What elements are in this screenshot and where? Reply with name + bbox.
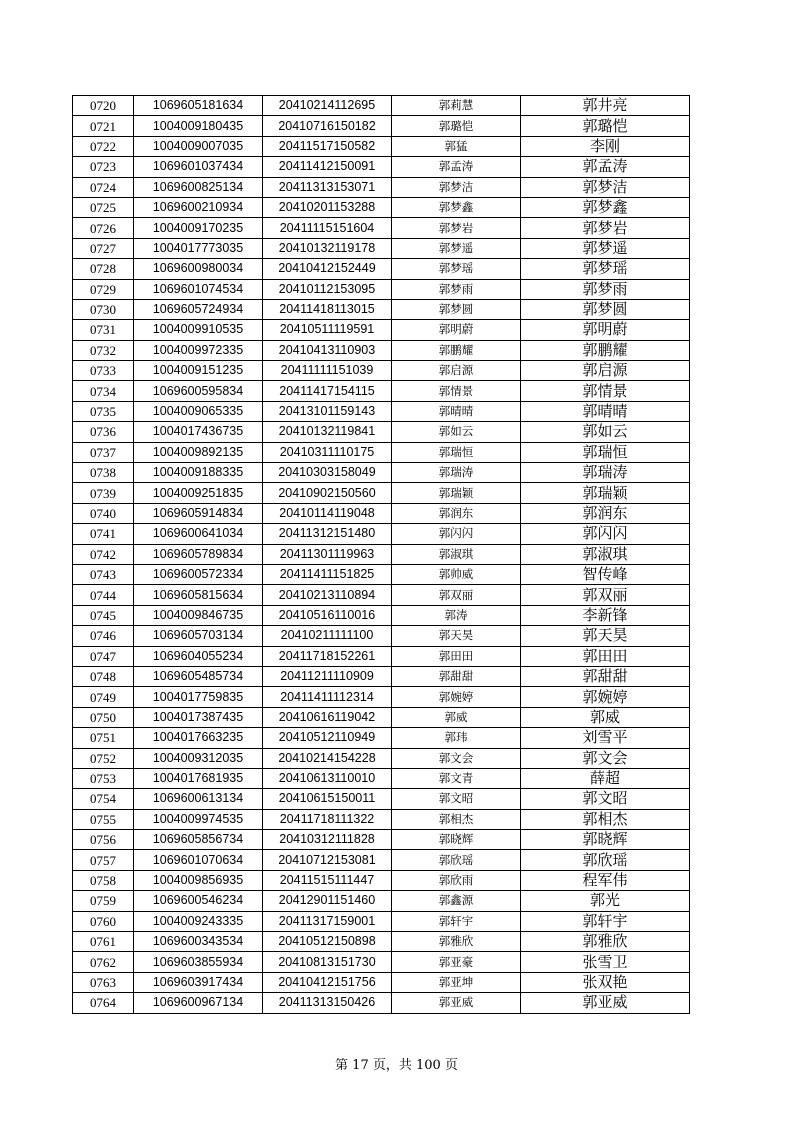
ticket-id-cell: 20410512110949	[263, 728, 392, 748]
exam-id-cell: 1004009892135	[134, 442, 263, 462]
seq-cell: 0757	[73, 850, 134, 870]
seq-cell: 0750	[73, 707, 134, 727]
ticket-id-cell: 20411412150091	[263, 157, 392, 177]
name-cell: 郭欣雨	[392, 870, 521, 890]
seq-cell: 0729	[73, 279, 134, 299]
table-row	[73, 544, 690, 564]
exam-id-cell: 1069600572334	[134, 564, 263, 584]
exam-id-cell: 1069605914834	[134, 503, 263, 523]
ticket-id-cell: 20410613110010	[263, 768, 392, 788]
signature-cell: 郭情景	[521, 381, 690, 401]
ticket-id-cell: 20410132119178	[263, 238, 392, 258]
seq-cell: 0728	[73, 259, 134, 279]
signature-cell: 郭如云	[521, 422, 690, 442]
name-cell: 郭亚威	[392, 993, 521, 1013]
signature-cell: 郭相杰	[521, 809, 690, 829]
table-row	[73, 891, 690, 911]
exam-id-cell: 1004009007035	[134, 136, 263, 156]
table-row	[73, 707, 690, 727]
signature-cell: 薛超	[521, 768, 690, 788]
signature-cell: 郭婉婷	[521, 687, 690, 707]
table-row	[73, 463, 690, 483]
ticket-id-cell: 20411411112314	[263, 687, 392, 707]
name-cell: 郭梦遥	[392, 238, 521, 258]
table-row	[73, 687, 690, 707]
ticket-id-cell: 20410214154228	[263, 748, 392, 768]
signature-cell: 郭雅欣	[521, 932, 690, 952]
name-cell: 郭文会	[392, 748, 521, 768]
exam-id-cell: 1069601074534	[134, 279, 263, 299]
seq-cell: 0751	[73, 728, 134, 748]
signature-cell: 郭瑞涛	[521, 463, 690, 483]
seq-cell: 0740	[73, 503, 134, 523]
seq-cell: 0761	[73, 932, 134, 952]
signature-cell: 郭孟涛	[521, 157, 690, 177]
exam-id-cell: 1069600825134	[134, 177, 263, 197]
exam-id-cell: 1004009180435	[134, 116, 263, 136]
ticket-id-cell: 20411211110909	[263, 666, 392, 686]
ticket-id-cell: 20410412151756	[263, 972, 392, 992]
exam-id-cell: 1004009065335	[134, 401, 263, 421]
exam-id-cell: 1069600546234	[134, 891, 263, 911]
table-row	[73, 993, 690, 1013]
name-cell: 郭梦洁	[392, 177, 521, 197]
name-cell: 郭明蔚	[392, 320, 521, 340]
exam-id-cell: 1004009312035	[134, 748, 263, 768]
seq-cell: 0753	[73, 768, 134, 788]
name-cell: 郭鑫源	[392, 891, 521, 911]
signature-cell: 郭梦岩	[521, 218, 690, 238]
ticket-id-cell: 20411417154115	[263, 381, 392, 401]
signature-cell: 郭田田	[521, 646, 690, 666]
name-cell: 郭欣瑶	[392, 850, 521, 870]
seq-cell: 0763	[73, 972, 134, 992]
table-row	[73, 96, 690, 116]
seq-cell: 0721	[73, 116, 134, 136]
seq-cell: 0720	[73, 96, 134, 116]
exam-id-cell: 1004009151235	[134, 361, 263, 381]
signature-cell: 郭明蔚	[521, 320, 690, 340]
table-row	[73, 299, 690, 319]
seq-cell: 0739	[73, 483, 134, 503]
signature-cell: 程军伟	[521, 870, 690, 890]
table-row	[73, 136, 690, 156]
table-row	[73, 850, 690, 870]
exam-id-cell: 1004017759835	[134, 687, 263, 707]
exam-id-cell: 1069605703134	[134, 626, 263, 646]
table-row	[73, 259, 690, 279]
signature-cell: 郭梦洁	[521, 177, 690, 197]
signature-cell: 郭井亮	[521, 96, 690, 116]
table-row	[73, 157, 690, 177]
name-cell: 郭文昭	[392, 789, 521, 809]
ticket-id-cell: 20411313150426	[263, 993, 392, 1013]
signature-cell: 郭欣瑶	[521, 850, 690, 870]
table-row	[73, 340, 690, 360]
exam-id-cell: 1004009243335	[134, 911, 263, 931]
table-row	[73, 585, 690, 605]
name-cell: 郭孟涛	[392, 157, 521, 177]
table-row	[73, 830, 690, 850]
exam-id-cell: 1004009188335	[134, 463, 263, 483]
seq-cell: 0744	[73, 585, 134, 605]
signature-cell: 郭文昭	[521, 789, 690, 809]
signature-cell: 李刚	[521, 136, 690, 156]
name-cell: 郭润东	[392, 503, 521, 523]
exam-id-cell: 1004009972335	[134, 340, 263, 360]
seq-cell: 0741	[73, 524, 134, 544]
seq-cell: 0755	[73, 809, 134, 829]
ticket-id-cell: 20410615150011	[263, 789, 392, 809]
table-row	[73, 422, 690, 442]
ticket-id-cell: 20410312111828	[263, 830, 392, 850]
exam-id-cell: 1069603855934	[134, 952, 263, 972]
seq-cell: 0724	[73, 177, 134, 197]
seq-cell: 0752	[73, 748, 134, 768]
table-row	[73, 116, 690, 136]
ticket-id-cell: 20410311110175	[263, 442, 392, 462]
name-cell: 郭梦岩	[392, 218, 521, 238]
record-table	[72, 95, 690, 1014]
seq-cell: 0727	[73, 238, 134, 258]
seq-cell: 0730	[73, 299, 134, 319]
ticket-id-cell: 20411411151825	[263, 564, 392, 584]
signature-cell: 郭梦遥	[521, 238, 690, 258]
signature-cell: 郭闪闪	[521, 524, 690, 544]
seq-cell: 0746	[73, 626, 134, 646]
exam-id-cell: 1069600980034	[134, 259, 263, 279]
signature-cell: 郭润东	[521, 503, 690, 523]
name-cell: 郭鹏耀	[392, 340, 521, 360]
table-row	[73, 524, 690, 544]
exam-id-cell: 1069605724934	[134, 299, 263, 319]
seq-cell: 0764	[73, 993, 134, 1013]
signature-cell: 郭鹏耀	[521, 340, 690, 360]
signature-cell: 李新锋	[521, 605, 690, 625]
signature-cell: 郭梦雨	[521, 279, 690, 299]
exam-id-cell: 1004017773035	[134, 238, 263, 258]
signature-cell: 郭轩宇	[521, 911, 690, 931]
ticket-id-cell: 20410516110016	[263, 605, 392, 625]
name-cell: 郭甜甜	[392, 666, 521, 686]
ticket-id-cell: 20411317159001	[263, 911, 392, 931]
seq-cell: 0732	[73, 340, 134, 360]
exam-id-cell: 1069605181634	[134, 96, 263, 116]
seq-cell: 0762	[73, 952, 134, 972]
table-row	[73, 279, 690, 299]
name-cell: 郭亚豪	[392, 952, 521, 972]
name-cell: 郭相杰	[392, 809, 521, 829]
signature-cell: 张雪卫	[521, 952, 690, 972]
signature-cell: 郭光	[521, 891, 690, 911]
exam-id-cell: 1069600210934	[134, 197, 263, 217]
table-row	[73, 972, 690, 992]
ticket-id-cell: 20410616119042	[263, 707, 392, 727]
table-row	[73, 483, 690, 503]
name-cell: 郭双丽	[392, 585, 521, 605]
name-cell: 郭文青	[392, 768, 521, 788]
ticket-id-cell: 20410112153095	[263, 279, 392, 299]
exam-id-cell: 1069600613134	[134, 789, 263, 809]
ticket-id-cell: 20410413110903	[263, 340, 392, 360]
signature-cell: 郭威	[521, 707, 690, 727]
exam-id-cell: 1069600967134	[134, 993, 263, 1013]
seq-cell: 0736	[73, 422, 134, 442]
seq-cell: 0735	[73, 401, 134, 421]
name-cell: 郭瑞恒	[392, 442, 521, 462]
table-row	[73, 442, 690, 462]
signature-cell: 智传峰	[521, 564, 690, 584]
seq-cell: 0747	[73, 646, 134, 666]
ticket-id-cell: 20411418113015	[263, 299, 392, 319]
name-cell: 郭淑琪	[392, 544, 521, 564]
name-cell: 郭晓辉	[392, 830, 521, 850]
ticket-id-cell: 20410114119048	[263, 503, 392, 523]
table-row	[73, 728, 690, 748]
signature-cell: 郭亚威	[521, 993, 690, 1013]
name-cell: 郭瑞颖	[392, 483, 521, 503]
seq-cell: 0749	[73, 687, 134, 707]
seq-cell: 0738	[73, 463, 134, 483]
table-row	[73, 238, 690, 258]
table-row	[73, 320, 690, 340]
ticket-id-cell: 20410213110894	[263, 585, 392, 605]
exam-id-cell: 1069600641034	[134, 524, 263, 544]
signature-cell: 郭启源	[521, 361, 690, 381]
ticket-id-cell: 20411312151480	[263, 524, 392, 544]
exam-id-cell: 1004017436735	[134, 422, 263, 442]
seq-cell: 0759	[73, 891, 134, 911]
table-row	[73, 646, 690, 666]
exam-id-cell: 1069601037434	[134, 157, 263, 177]
exam-id-cell: 1069605856734	[134, 830, 263, 850]
seq-cell: 0723	[73, 157, 134, 177]
ticket-id-cell: 20411301119963	[263, 544, 392, 564]
exam-id-cell: 1004009251835	[134, 483, 263, 503]
name-cell: 郭莉慧	[392, 96, 521, 116]
name-cell: 郭启源	[392, 361, 521, 381]
ticket-id-cell: 20410214112695	[263, 96, 392, 116]
seq-cell: 0726	[73, 218, 134, 238]
ticket-id-cell: 20412901151460	[263, 891, 392, 911]
ticket-id-cell: 20411111151039	[263, 361, 392, 381]
exam-id-cell: 1004017387435	[134, 707, 263, 727]
table-row	[73, 197, 690, 217]
table-row	[73, 870, 690, 890]
seq-cell: 0731	[73, 320, 134, 340]
name-cell: 郭帅威	[392, 564, 521, 584]
table-row	[73, 626, 690, 646]
ticket-id-cell: 20410902150560	[263, 483, 392, 503]
ticket-id-cell: 20413101159143	[263, 401, 392, 421]
table-row	[73, 218, 690, 238]
name-cell: 郭情景	[392, 381, 521, 401]
exam-id-cell: 1069600595834	[134, 381, 263, 401]
table-row	[73, 361, 690, 381]
seq-cell: 0737	[73, 442, 134, 462]
name-cell: 郭天昊	[392, 626, 521, 646]
ticket-id-cell: 20410512150898	[263, 932, 392, 952]
name-cell: 郭田田	[392, 646, 521, 666]
table-row	[73, 503, 690, 523]
seq-cell: 0748	[73, 666, 134, 686]
ticket-id-cell: 20410511119591	[263, 320, 392, 340]
name-cell: 郭梦雨	[392, 279, 521, 299]
ticket-id-cell: 20410201153288	[263, 197, 392, 217]
ticket-id-cell: 20411115151604	[263, 218, 392, 238]
name-cell: 郭梦鑫	[392, 197, 521, 217]
name-cell: 郭轩宇	[392, 911, 521, 931]
signature-cell: 郭梦鑫	[521, 197, 690, 217]
name-cell: 郭闪闪	[392, 524, 521, 544]
seq-cell: 0733	[73, 361, 134, 381]
exam-id-cell: 1004009846735	[134, 605, 263, 625]
exam-id-cell: 1069604055234	[134, 646, 263, 666]
ticket-id-cell: 20410303158049	[263, 463, 392, 483]
name-cell: 郭亚坤	[392, 972, 521, 992]
name-cell: 郭梦圆	[392, 299, 521, 319]
table-row	[73, 564, 690, 584]
ticket-id-cell: 20411718152261	[263, 646, 392, 666]
table-row	[73, 911, 690, 931]
ticket-id-cell: 20411718111322	[263, 809, 392, 829]
exam-id-cell: 1069605485734	[134, 666, 263, 686]
signature-cell: 郭晴晴	[521, 401, 690, 421]
signature-cell: 郭晓辉	[521, 830, 690, 850]
name-cell: 郭璐恺	[392, 116, 521, 136]
name-cell: 郭威	[392, 707, 521, 727]
signature-cell: 郭天昊	[521, 626, 690, 646]
signature-cell: 郭双丽	[521, 585, 690, 605]
table-row	[73, 381, 690, 401]
table-row	[73, 177, 690, 197]
signature-cell: 郭文会	[521, 748, 690, 768]
record-table-body	[73, 96, 690, 1014]
exam-id-cell: 1004017681935	[134, 768, 263, 788]
seq-cell: 0758	[73, 870, 134, 890]
table-row	[73, 809, 690, 829]
seq-cell: 0745	[73, 605, 134, 625]
name-cell: 郭猛	[392, 136, 521, 156]
seq-cell: 0760	[73, 911, 134, 931]
ticket-id-cell: 20410412152449	[263, 259, 392, 279]
exam-id-cell: 1069605815634	[134, 585, 263, 605]
seq-cell: 0742	[73, 544, 134, 564]
name-cell: 郭梦瑶	[392, 259, 521, 279]
page-footer: 第 17 页，共 100 页	[335, 1058, 458, 1073]
seq-cell: 0754	[73, 789, 134, 809]
exam-id-cell: 1069601070634	[134, 850, 263, 870]
exam-id-cell: 1069603917434	[134, 972, 263, 992]
table-row	[73, 605, 690, 625]
name-cell: 郭婉婷	[392, 687, 521, 707]
exam-id-cell: 1069605789834	[134, 544, 263, 564]
seq-cell: 0734	[73, 381, 134, 401]
ticket-id-cell: 20411517150582	[263, 136, 392, 156]
signature-cell: 郭瑞颖	[521, 483, 690, 503]
seq-cell: 0756	[73, 830, 134, 850]
signature-cell: 郭淑琪	[521, 544, 690, 564]
ticket-id-cell: 20410211111100	[263, 626, 392, 646]
seq-cell: 0725	[73, 197, 134, 217]
exam-id-cell: 1004009170235	[134, 218, 263, 238]
ticket-id-cell: 20410132119841	[263, 422, 392, 442]
table-row	[73, 666, 690, 686]
exam-id-cell: 1069600343534	[134, 932, 263, 952]
table-row	[73, 952, 690, 972]
ticket-id-cell: 20410813151730	[263, 952, 392, 972]
ticket-id-cell: 20411313153071	[263, 177, 392, 197]
signature-cell: 刘雪平	[521, 728, 690, 748]
table-row	[73, 401, 690, 421]
name-cell: 郭雅欣	[392, 932, 521, 952]
exam-id-cell: 1004009910535	[134, 320, 263, 340]
ticket-id-cell: 20411515111447	[263, 870, 392, 890]
exam-id-cell: 1004009856935	[134, 870, 263, 890]
exam-id-cell: 1004009974535	[134, 809, 263, 829]
signature-cell: 郭梦瑶	[521, 259, 690, 279]
name-cell: 郭晴晴	[392, 401, 521, 421]
signature-cell: 张双艳	[521, 972, 690, 992]
signature-cell: 郭甜甜	[521, 666, 690, 686]
signature-cell: 郭璐恺	[521, 116, 690, 136]
name-cell: 郭玮	[392, 728, 521, 748]
table-row	[73, 768, 690, 788]
ticket-id-cell: 20410712153081	[263, 850, 392, 870]
table-row	[73, 932, 690, 952]
ticket-id-cell: 20410716150182	[263, 116, 392, 136]
exam-id-cell: 1004017663235	[134, 728, 263, 748]
seq-cell: 0743	[73, 564, 134, 584]
name-cell: 郭瑞涛	[392, 463, 521, 483]
name-cell: 郭如云	[392, 422, 521, 442]
table-row	[73, 789, 690, 809]
signature-cell: 郭瑞恒	[521, 442, 690, 462]
seq-cell: 0722	[73, 136, 134, 156]
signature-cell: 郭梦圆	[521, 299, 690, 319]
name-cell: 郭涛	[392, 605, 521, 625]
table-row	[73, 748, 690, 768]
